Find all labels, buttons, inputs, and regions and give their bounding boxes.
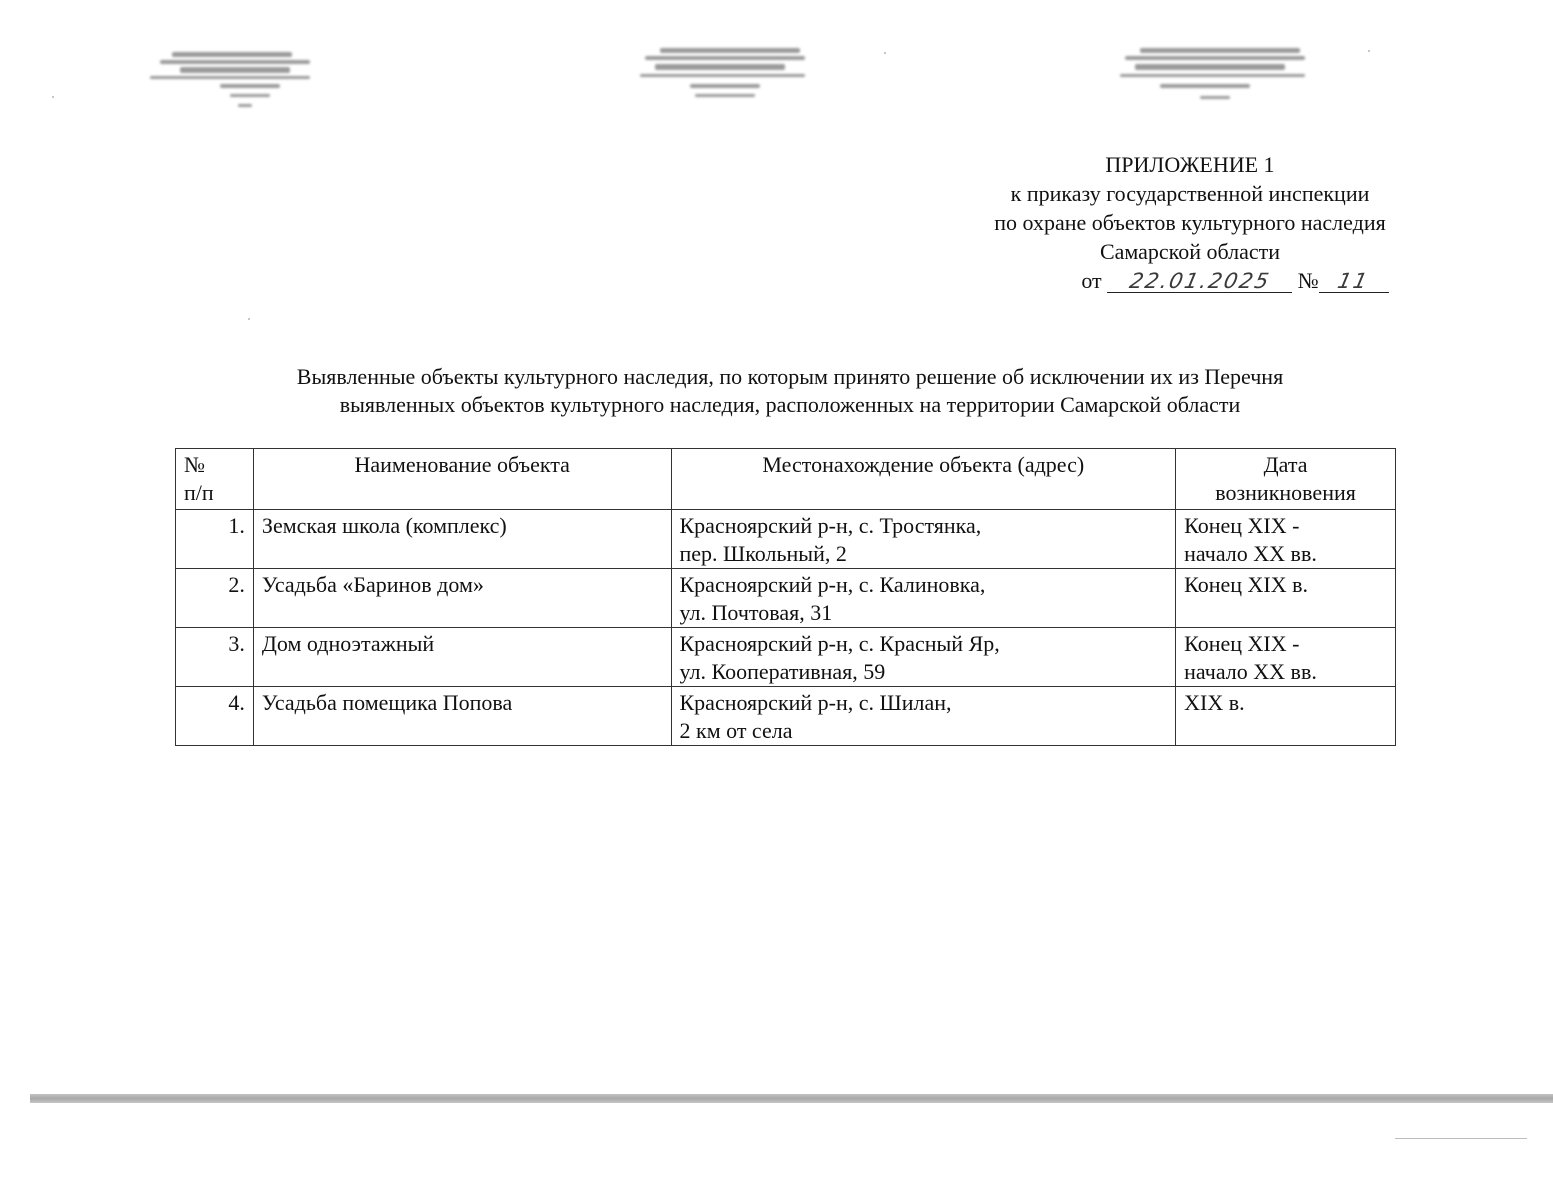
header-date <box>1176 449 1396 510</box>
header-date-line-2: возникновения <box>1215 480 1356 505</box>
redacted-stamp-center <box>640 44 810 106</box>
scan-speck <box>884 52 886 54</box>
row-address-line-2: пер. Школьный, 2 <box>679 541 847 566</box>
row-number: 2. <box>176 569 254 628</box>
row-date <box>1176 569 1396 628</box>
row-date-line-2: начало XX вв. <box>1184 541 1317 566</box>
header-name <box>253 449 671 510</box>
scan-artifact-line <box>30 1094 1553 1103</box>
header-number-line-1: № <box>184 452 205 477</box>
order-date-number-line <box>940 266 1440 295</box>
row-address-line-1: Красноярский р-н, с. Шилан, <box>679 690 952 715</box>
scan-speck <box>248 318 250 320</box>
scan-artifact-tick <box>1395 1138 1527 1139</box>
row-address-line-1: Красноярский р-н, с. Красный Яр, <box>679 631 1000 656</box>
table-row <box>176 628 1396 687</box>
row-address-line-2: ул. Кооперативная, 59 <box>679 659 886 684</box>
row-address <box>671 569 1176 628</box>
row-date-line-2: начало XX вв. <box>1184 659 1317 684</box>
row-date <box>1176 687 1396 746</box>
row-date-line-1: Конец XIX - <box>1184 631 1300 656</box>
header-number-line-2: п/п <box>184 480 214 505</box>
scan-speck <box>52 96 54 98</box>
scan-speck <box>1368 50 1370 52</box>
redacted-stamp-right <box>1120 44 1310 106</box>
table-row <box>176 510 1396 569</box>
row-date-line-1: Конец XIX в. <box>1184 572 1309 597</box>
order-number-field <box>1319 270 1389 293</box>
appendix-block <box>940 150 1440 295</box>
row-address-line-2: ул. Почтовая, 31 <box>679 600 833 625</box>
order-number-handwritten: 11 <box>1335 269 1372 293</box>
order-date-field <box>1107 270 1292 293</box>
header-date-line-1: Дата <box>1263 452 1308 477</box>
title-line-2: выявленных объектов культурного наследия, расположенных на территории Самарской области <box>339 392 1241 417</box>
row-name: Усадьба помещика Попова <box>253 687 671 746</box>
heritage-objects-table <box>175 448 1396 746</box>
row-number: 3. <box>176 628 254 687</box>
table-row <box>176 687 1396 746</box>
from-prefix: от <box>1081 268 1102 293</box>
row-name: Земская школа (комплекс) <box>253 510 671 569</box>
row-date-line-1: Конец XIX - <box>1184 513 1300 538</box>
appendix-line-1: к приказу государственной инспекции <box>1010 181 1370 206</box>
redacted-stamp-left <box>150 48 320 110</box>
row-address <box>671 510 1176 569</box>
row-number: 1. <box>176 510 254 569</box>
row-date-line-1: XIX в. <box>1184 690 1245 715</box>
row-number: 4. <box>176 687 254 746</box>
appendix-line-2: по охране объектов культурного наследия <box>994 210 1386 235</box>
header-address-text: Местонахождение объекта (адрес) <box>762 452 1085 477</box>
row-address-line-2: 2 км от села <box>679 718 793 743</box>
row-name: Усадьба «Баринов дом» <box>253 569 671 628</box>
document-title <box>150 363 1430 419</box>
row-address-line-1: Красноярский р-н, с. Тростянка, <box>679 513 982 538</box>
row-address-line-1: Красноярский р-н, с. Калиновка, <box>679 572 986 597</box>
row-address <box>671 628 1176 687</box>
row-address <box>671 687 1176 746</box>
header-address <box>671 449 1176 510</box>
row-date <box>1176 628 1396 687</box>
appendix-heading: ПРИЛОЖЕНИЕ 1 <box>1105 152 1275 177</box>
number-prefix: № <box>1297 268 1319 293</box>
table-header-row <box>176 449 1396 510</box>
header-name-text: Наименование объекта <box>354 452 570 477</box>
appendix-line-3: Самарской области <box>1099 239 1281 264</box>
order-date-handwritten: 22.01.2025 <box>1126 269 1273 293</box>
title-line-1: Выявленные объекты культурного наследия, по которым принято решение об исключении их из Перечня <box>296 364 1284 389</box>
table-row <box>176 569 1396 628</box>
header-number <box>176 449 254 510</box>
row-name: Дом одноэтажный <box>253 628 671 687</box>
row-date <box>1176 510 1396 569</box>
